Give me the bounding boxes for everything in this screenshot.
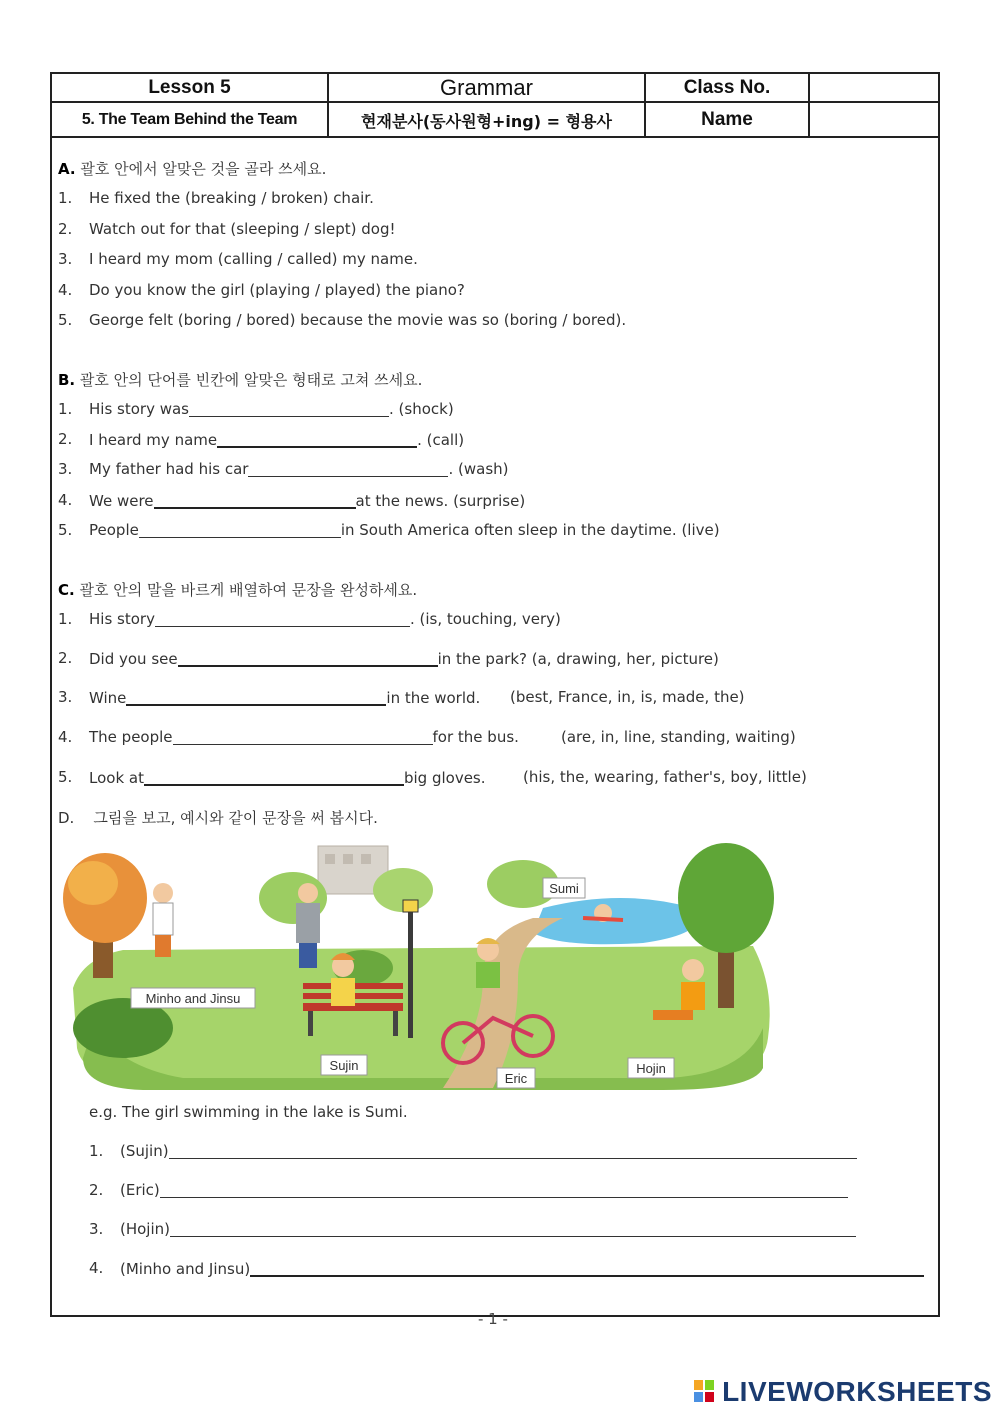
answer-blank[interactable] <box>217 430 417 448</box>
answer-blank[interactable] <box>173 728 433 745</box>
answer-blank[interactable] <box>248 460 448 477</box>
question-b1: His story was . (shock) <box>89 400 454 418</box>
hint-c5: (his, the, wearing, father's, boy, little) <box>523 768 807 786</box>
section-c-heading: C. 괄호 안의 말을 바르게 배열하여 문장을 완성하세요. <box>58 581 418 599</box>
svg-text:Minho and Jinsu: Minho and Jinsu <box>145 991 241 1006</box>
lesson-label: Lesson 5 <box>148 77 231 98</box>
subject-label: Grammar <box>440 75 533 100</box>
answer-blank[interactable] <box>155 610 410 627</box>
answer-line[interactable] <box>160 1181 848 1198</box>
park-illustration <box>63 838 775 1090</box>
svg-text:Sumi: Sumi <box>549 881 579 896</box>
question-c4: The people for the bus. <box>89 728 519 746</box>
section-d-heading: D. 그림을 보고, 예시와 같이 문장을 써 봅시다. <box>58 809 378 827</box>
question-c5: Look at big gloves. <box>89 769 486 787</box>
question-d4: (Minho and Jinsu) <box>120 1259 924 1278</box>
hint-c4: (are, in, line, standing, waiting) <box>561 728 796 746</box>
question-a2: Watch out for that (sleeping / slept) dog! <box>89 220 396 238</box>
section-a-heading: A. 괄호 안에서 알맞은 것을 골라 쓰세요. <box>58 160 327 178</box>
question-a3: I heard my mom (calling / called) my name. <box>89 250 418 268</box>
answer-blank[interactable] <box>144 768 404 786</box>
question-c3: Wine in the world. <box>89 689 481 707</box>
example-sentence: e.g. The girl swimming in the lake is Sumi. <box>89 1103 408 1121</box>
lesson-title: 5. The Team Behind the Team <box>81 111 298 128</box>
question-c1: His story . (is, touching, very) <box>89 610 561 628</box>
svg-text:Hojin: Hojin <box>636 1061 666 1076</box>
svg-text:Eric: Eric <box>504 1071 528 1086</box>
class-no-field[interactable] <box>810 74 938 102</box>
question-a1: He fixed the (breaking / broken) chair. <box>89 189 374 207</box>
header-table <box>52 74 938 138</box>
label-sujin <box>321 1055 367 1075</box>
answer-blank[interactable] <box>139 521 341 538</box>
label-eric <box>497 1068 535 1088</box>
question-b2: I heard my name . (call) <box>89 431 465 449</box>
name-label: Name <box>701 109 753 130</box>
name-field[interactable] <box>810 104 938 136</box>
liveworksheets-brand[interactable]: LIVEWORKSHEETS <box>694 1376 992 1408</box>
liveworksheets-logo-icon <box>694 1380 716 1404</box>
question-d2: (Eric) <box>120 1181 848 1199</box>
answer-blank[interactable] <box>178 649 438 667</box>
question-a4: Do you know the girl (playing / played) the piano? <box>89 281 465 299</box>
page-number: - 1 - <box>478 1310 508 1328</box>
class-no-label: Class No. <box>683 77 771 98</box>
answer-blank[interactable] <box>126 688 386 706</box>
svg-text:Sujin: Sujin <box>329 1058 359 1073</box>
question-d3: (Hojin) <box>120 1220 856 1238</box>
answer-blank[interactable] <box>189 400 389 417</box>
label-hojin <box>628 1058 674 1078</box>
question-b5: People in South America often sleep in the daytime. (live) <box>89 521 720 539</box>
answer-blank[interactable] <box>154 491 356 509</box>
answer-line[interactable] <box>169 1142 857 1159</box>
question-d1: (Sujin) <box>120 1142 857 1160</box>
answer-line[interactable] <box>250 1259 924 1277</box>
section-b-heading: B. 괄호 안의 단어를 빈칸에 알맞은 형태로 고쳐 쓰세요. <box>58 371 423 389</box>
question-c2: Did you see in the park? (a, drawing, her, picture) <box>89 650 719 668</box>
grammar-topic: 현재분사(동사원형+ing) = 형용사 <box>361 111 612 131</box>
hint-c3: (best, France, in, is, made, the) <box>510 688 745 706</box>
question-b4: We were at the news. (surprise) <box>89 492 526 510</box>
label-minho-jinsu <box>131 988 255 1008</box>
question-a5: George felt (boring / bored) because the movie was so (boring / bored). <box>89 311 627 329</box>
question-b3: My father had his car . (wash) <box>89 460 509 478</box>
answer-line[interactable] <box>170 1220 856 1237</box>
label-sumi <box>543 878 585 898</box>
